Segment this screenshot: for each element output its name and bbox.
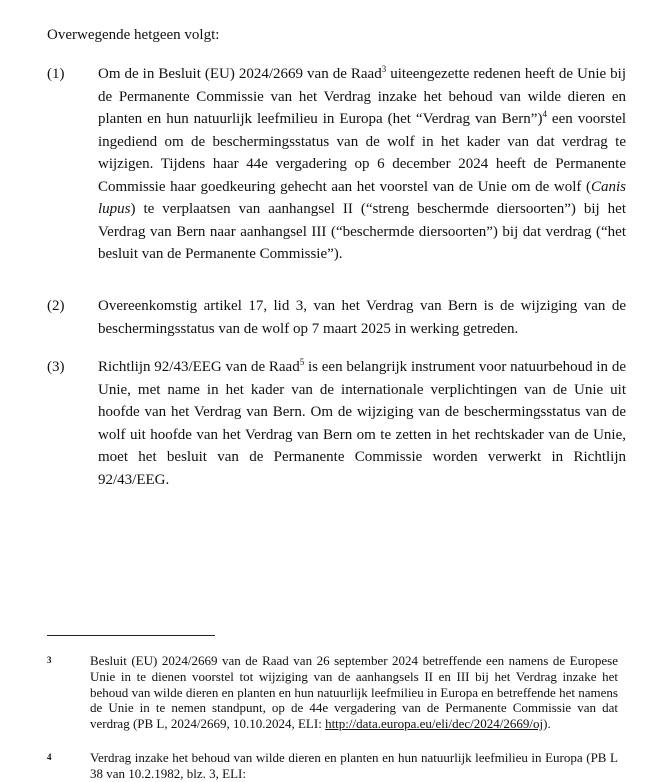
intro-text: Overwegende hetgeen volgt: [47,27,220,43]
footnote-ref[interactable]: 3 [381,64,387,74]
footnote-text: ). [543,716,551,732]
footnote-number: 3 [47,655,52,665]
footnote-number: 4 [47,752,52,762]
footnote-body [90,653,618,732]
footnote-ref[interactable]: 4 [542,109,547,119]
footnote-ref[interactable]: 5 [299,357,305,367]
footnote-text: Besluit (EU) 2024/2669 van de Raad van 26 september 2024 betreffende een namens de Europese Unie in te dienen voorstel tot wijziging van de aanhangsels II en III bij het Verdrag inzake het behoud van wilde dieren en planten en hun natuurlijk leefmilieu in Europa en betreffende het namens de Unie in te nemen standpunt, op de 44e vergadering van de Permanente Commissie van dat verdrag (PB L, 2024/2669, 10.10.2024, ELI: [90,653,618,732]
recital-text: een voorstel ingediend om de beschermingsstatus van de wolf in het kader van dat verdrag te wijzigen. Tijdens haar 44e vergadering op 6 december 2024 heeft de Permanente Commissie haar goedkeuring gehecht aan het voorstel van de Unie om de wolf ( [98,111,627,195]
recital-body [98,63,626,266]
recital-text: Om de in Besluit (EU) 2024/2669 van de Raad [98,66,382,82]
footnote-text: Verdrag inzake het behoud van wilde dieren en planten en hun natuurlijk leefmilieu in Europa (PB L 38 van 10.2.1982, blz. 3, ELI: [90,750,618,781]
eli-link[interactable]: http://data.europa.eu/eli/dec/2024/2669/oj [325,716,544,732]
footnote-body [90,750,618,782]
recital-number: (1) [47,66,65,82]
recital-body [98,356,626,491]
recital-text: Overeenkomstig artikel 17, lid 3, van het Verdrag van Bern is de wijziging van de beschermingsstatus van de wolf op 7 maart 2025 in werking getreden. [98,298,626,337]
recital-text: uiteengezette redenen heeft de Unie bij de Permanente Commissie van het Verdrag inzake het behoud van wilde dieren en planten en hun natuurlijk leefmilieu in Europa (het “Verdrag van Bern”) [98,66,626,127]
recital-body [98,295,626,340]
recital-text: is een belangrijk instrument voor natuurbehoud in de Unie, met name in het kader van de internationale verplichtingen van de Unie uit hoofde van het Verdrag van Bern. Om de wijziging van de beschermingsstatus van de wolf uit hoofde van het Verdrag van Bern om te zetten in het rechtskader van de Unie, moet het besluit van de Permanente Commissie worden verwerkt in Richtlijn 92/43/EEG. [98,359,626,488]
species-name: Canis lupus [98,178,626,217]
recital-number: (3) [47,359,65,375]
recital-text: Richtlijn 92/43/EEG van de Raad [98,359,300,375]
recital-text: ) te verplaatsen van aanhangsel II (“streng beschermde diersoorten”) bij het Verdrag van Bern naar aanhangsel III (“beschermde diersoorten”) bij dat verdrag (“het besluit van de Permanente Commissie”). [98,201,626,262]
recital-number: (2) [47,298,65,314]
footnote-separator [47,635,215,636]
